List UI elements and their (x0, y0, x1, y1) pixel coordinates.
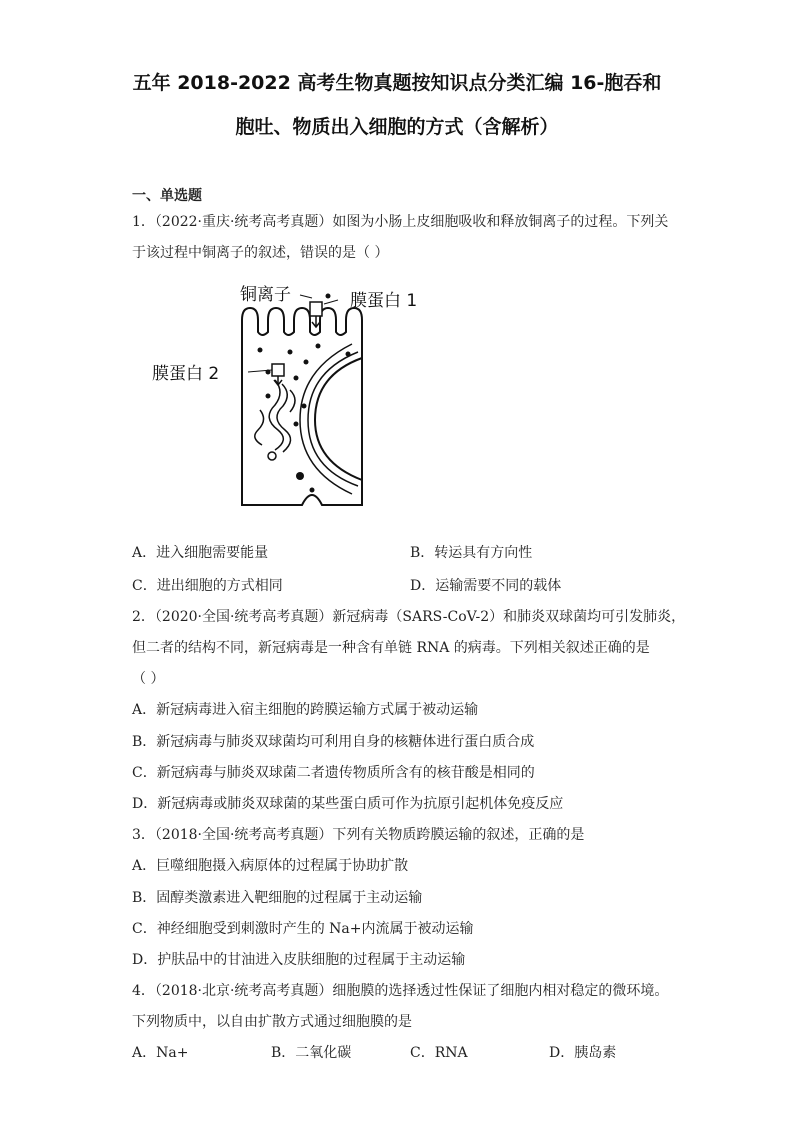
label-membrane-protein-2: 膜蛋白 2 (152, 364, 220, 384)
q4-option-d: D．胰岛素 (549, 1045, 617, 1061)
q3-option-c: C．神经细胞受到刺激时产生的 Na+内流属于被动运输 (132, 921, 474, 937)
q2-option-c: C．新冠病毒与肺炎双球菌二者遗传物质所含有的核苷酸是相同的 (132, 765, 535, 781)
q3-stem-line-1: 3．（2018·全国·统考高考真题）下列有关物质跨膜运输的叙述，正确的是 (132, 827, 585, 843)
membrane-protein-1 (310, 302, 322, 316)
q2-stem-line-1: 2．（2020·全国·统考高考真题）新冠病毒（SARS-CoV-2）和肺炎双球菌均可引发肺炎， (132, 609, 686, 625)
q4-option-b: B．二氧化碳 (271, 1045, 352, 1061)
q3-option-d: D．护肤品中的甘油进入皮肤细胞的过程属于主动运输 (132, 952, 466, 968)
q3-option-b: B．固醇类激素进入靶细胞的过程属于主动运输 (132, 890, 423, 906)
q1-option-a: A．进入细胞需要能量 (132, 545, 269, 561)
label-membrane-protein-1: 膜蛋白 1 (350, 291, 418, 311)
section-heading: 一、单选题 (132, 188, 202, 204)
q2-option-a: A．新冠病毒进入宿主细胞的跨膜运输方式属于被动运输 (132, 702, 479, 718)
q2-option-b: B．新冠病毒与肺炎双球菌均可利用自身的核糖体进行蛋白质合成 (132, 734, 535, 750)
q4-option-c: C．RNA (410, 1045, 468, 1061)
title-line-1: 五年 2018-2022 高考生物真题按知识点分类汇编 16-胞吞和 (132, 72, 662, 94)
cell-diagram (150, 280, 450, 525)
q2-option-d: D．新冠病毒或肺炎双球菌的某些蛋白质可作为抗原引起机体免疫反应 (132, 796, 564, 812)
q1-option-d: D．运输需要不同的载体 (410, 578, 562, 594)
q1-stem-line-2: 于该过程中铜离子的叙述，错误的是（ ） (132, 245, 389, 261)
golgi (269, 380, 283, 450)
q4-stem-line-2: 下列物质中，以自由扩散方式通过细胞膜的是 (132, 1014, 412, 1030)
q2-stem-line-3: （ ） (132, 671, 165, 687)
q1-option-c: C．进出细胞的方式相同 (132, 578, 283, 594)
title-line-2: 胞吐、物质出入细胞的方式（含解析） (235, 116, 559, 138)
q2-stem-line-2: 但二者的结构不同，新冠病毒是一种含有单链 RNA 的病毒。下列相关叙述正确的是 (132, 640, 650, 656)
label-copper-ion: 铜离子 (240, 285, 291, 305)
q3-option-a: A．巨噬细胞摄入病原体的过程属于协助扩散 (132, 858, 409, 874)
q4-option-a: A．Na+ (132, 1045, 189, 1061)
membrane-protein-2 (272, 364, 284, 376)
q4-stem-line-1: 4．（2018·北京·统考高考真题）细胞膜的选择透过性保证了细胞内相对稳定的微环境。 (132, 983, 669, 999)
vesicle (268, 452, 276, 460)
q1-stem-line-1: 1．（2022·重庆·统考高考真题）如图为小肠上皮细胞吸收和释放铜离子的过程。下列关 (132, 214, 669, 230)
q1-option-b: B．转运具有方向性 (410, 545, 533, 561)
